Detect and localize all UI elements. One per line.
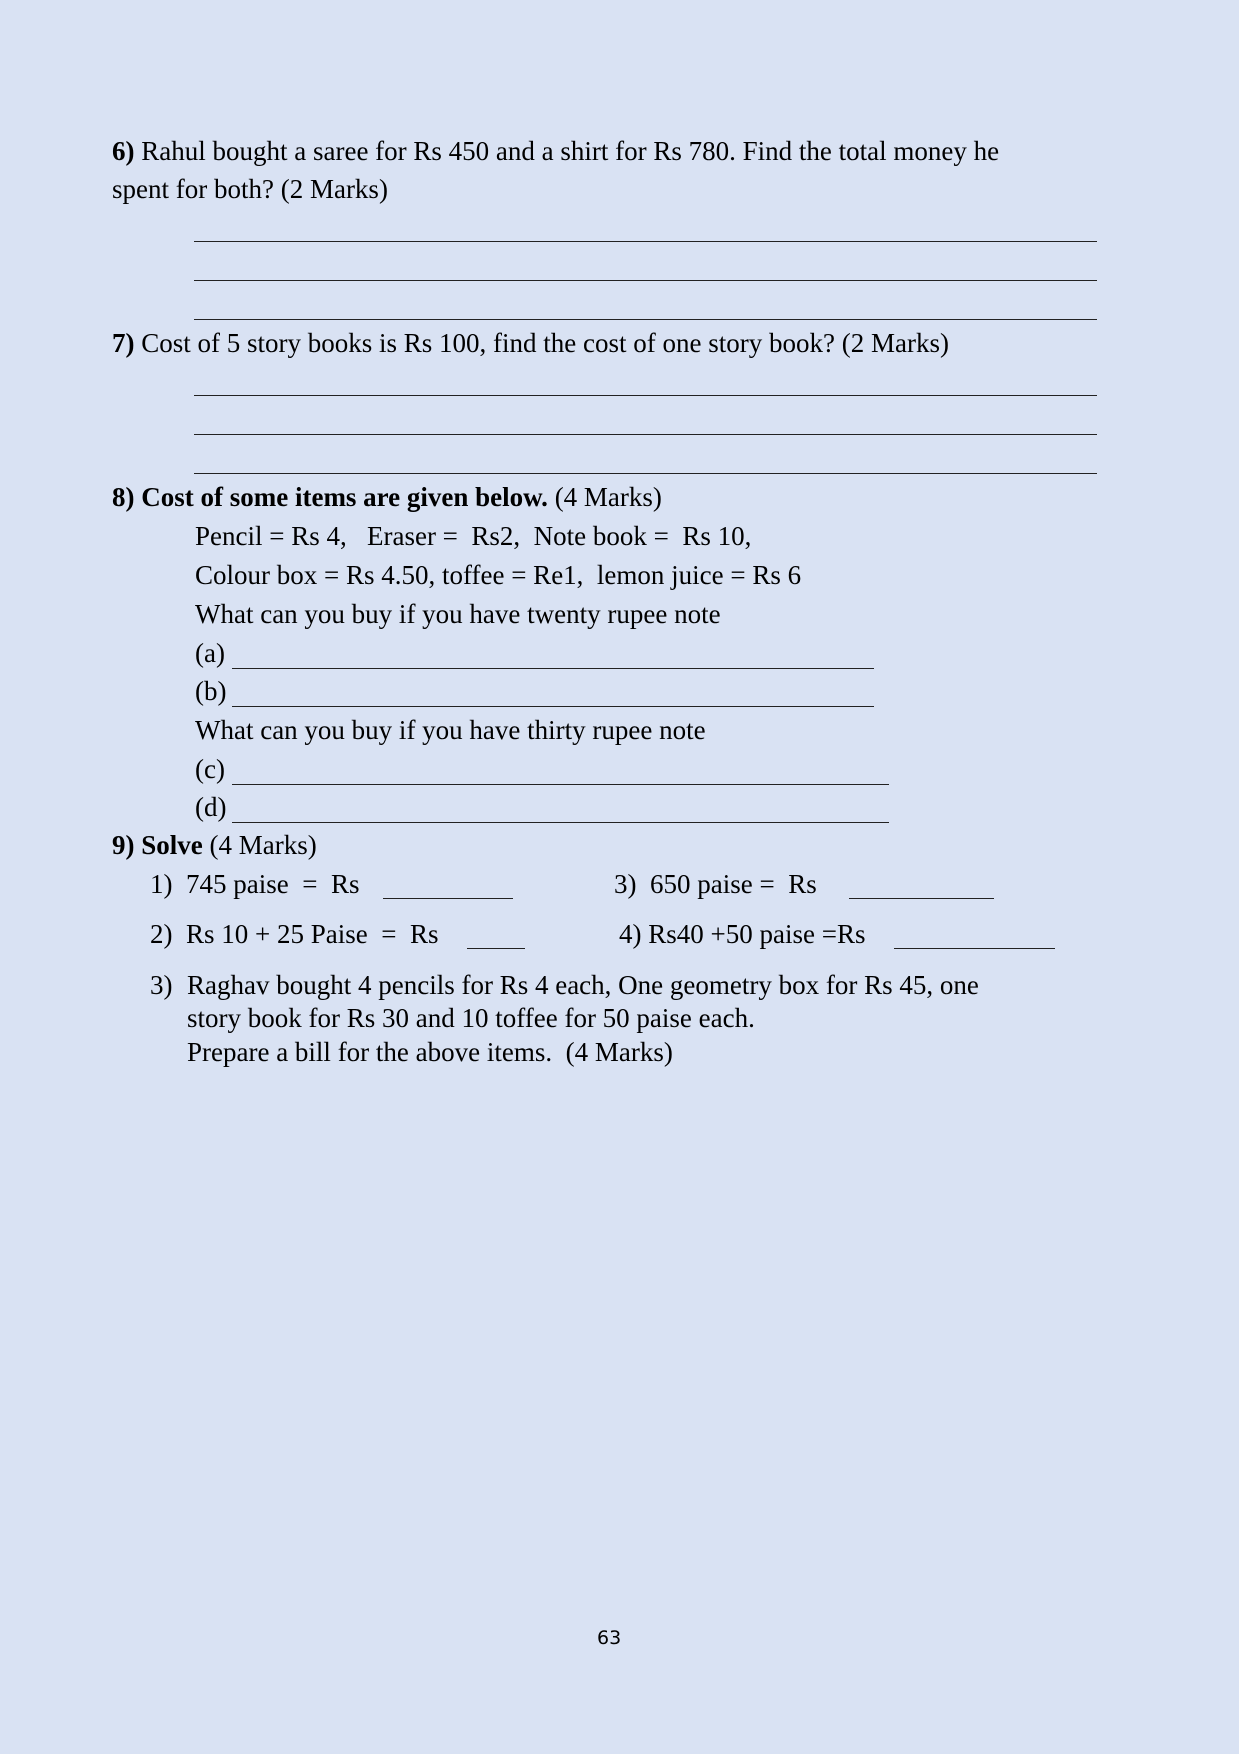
question-8-prices-line-1: Pencil = Rs 4, Eraser = Rs2, Note book = Rs 10,: [195, 521, 752, 551]
answer-blank-9-4[interactable]: [894, 948, 1055, 949]
question-9-item-3b-line-2: story book for Rs 30 and 10 toffee for 50 paise each.: [187, 1003, 755, 1033]
answer-line-b[interactable]: [232, 706, 874, 707]
question-8-prompt-twenty: What can you buy if you have twenty rupee note: [195, 599, 721, 629]
question-6-line-2: spent for both? (2 Marks): [112, 174, 388, 204]
question-8-prompt-thirty: What can you buy if you have thirty rupee note: [195, 715, 706, 745]
question-9-item-3b-line-3: Prepare a bill for the above items. (4 Marks): [187, 1037, 673, 1067]
question-7: [112, 326, 949, 360]
question-9-item-2: 2) Rs 10 + 25 Paise = Rs: [150, 919, 439, 949]
page-number: 63: [597, 1627, 622, 1649]
answer-label-b: (b): [195, 676, 227, 706]
question-7-text: Cost of 5 story books is Rs 100, find the cost of one story book? (2 Marks): [134, 328, 949, 358]
answer-label-a: (a): [195, 638, 225, 668]
question-9-marks: (4 Marks): [202, 830, 317, 860]
answer-line-a[interactable]: [232, 668, 874, 669]
answer-line-6-1[interactable]: [194, 241, 1097, 242]
answer-line-7-2[interactable]: [194, 434, 1097, 435]
question-9-item-4: 4) Rs40 +50 paise =Rs: [619, 919, 866, 949]
answer-label-c: (c): [195, 754, 225, 784]
answer-line-6-2[interactable]: [194, 280, 1097, 281]
question-6-text: Rahul bought a saree for Rs 450 and a shirt for Rs 780. Find the total money he: [134, 136, 1000, 166]
answer-line-d[interactable]: [232, 822, 889, 823]
question-6-number: 6): [112, 136, 135, 166]
answer-blank-9-3a[interactable]: [849, 898, 994, 899]
question-9-item-3a: 3) 650 paise = Rs: [614, 869, 817, 899]
answer-blank-9-2[interactable]: [467, 948, 525, 949]
question-9-title: 9) Solve: [112, 830, 203, 860]
question-6-line-1: [112, 134, 999, 168]
question-8-prices-line-2: Colour box = Rs 4.50, toffee = Re1, lemon juice = Rs 6: [195, 560, 802, 590]
question-9-item-1: 1) 745 paise = Rs: [150, 869, 360, 899]
question-9-item-3b-line-1: Raghav bought 4 pencils for Rs 4 each, One geometry box for Rs 45, one: [187, 970, 979, 1000]
question-8-marks: (4 Marks): [547, 482, 662, 512]
question-8-title: 8) Cost of some items are given below.: [112, 482, 548, 512]
answer-line-7-1[interactable]: [194, 395, 1097, 396]
question-9-heading: [112, 828, 317, 862]
question-8-heading: [112, 480, 662, 514]
answer-line-7-3[interactable]: [194, 473, 1097, 474]
answer-blank-9-1[interactable]: [383, 898, 513, 899]
question-9-item-3b-number: 3): [150, 970, 173, 1000]
answer-line-c[interactable]: [232, 784, 889, 785]
answer-label-d: (d): [195, 792, 227, 822]
question-7-number: 7): [112, 328, 135, 358]
answer-line-6-3[interactable]: [194, 319, 1097, 320]
